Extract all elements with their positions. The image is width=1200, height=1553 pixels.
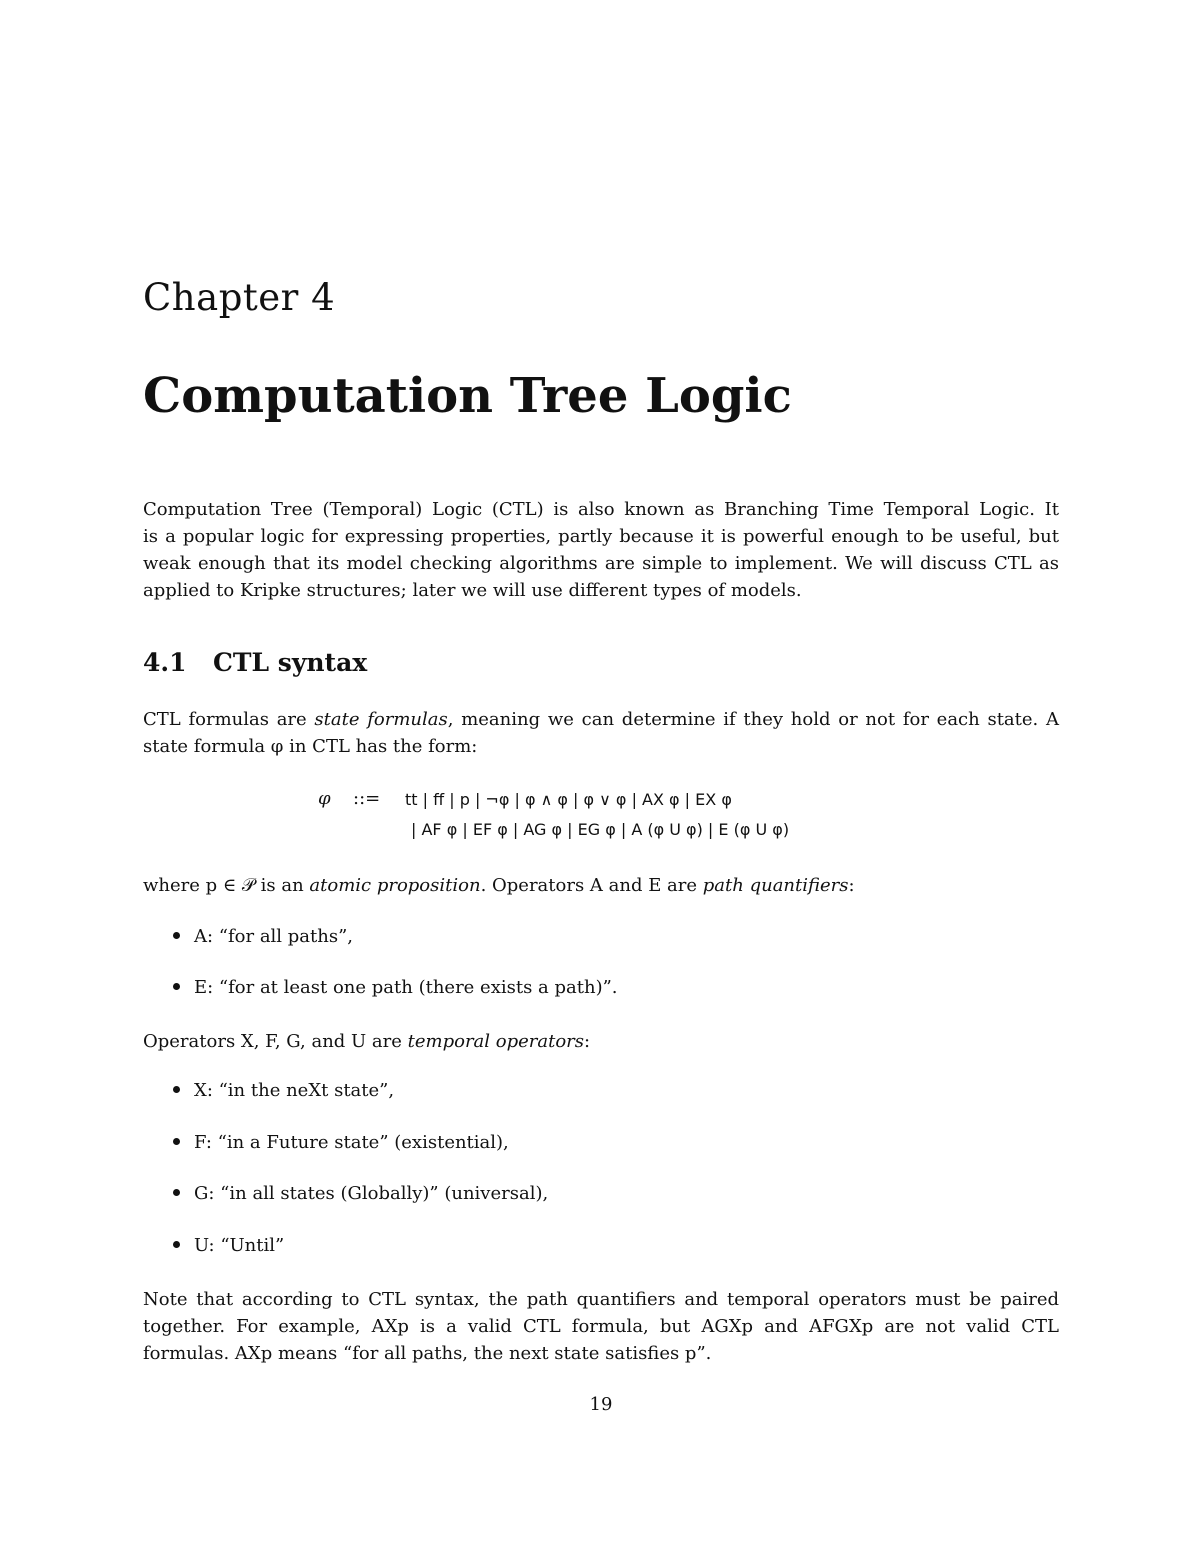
note-line: together. For example, AXp is a valid CTL formula, but AGXp and AFGXp are not valid CTL: [143, 1316, 1059, 1337]
list-item-text: U: “Until”: [194, 1235, 285, 1256]
list-item-text: A: “for all paths”,: [194, 926, 354, 947]
section-heading: [143, 648, 367, 677]
bullet-icon: [173, 1138, 180, 1145]
chapter-title: Computation Tree Logic: [143, 368, 792, 424]
text-span: :: [584, 1031, 591, 1052]
emphasis-state-formulas: state formulas: [314, 709, 448, 730]
emphasis-path-quantifiers: path quantifiers: [702, 875, 849, 896]
intro-line: weak enough that its model checking algorithms are simple to implement. We will discuss CTL as: [143, 553, 1059, 574]
list-item: [173, 977, 618, 998]
bullet-icon: [173, 1189, 180, 1196]
chapter-label: Chapter 4: [143, 276, 336, 319]
grammar-lhs: [318, 788, 331, 809]
intro-paragraph: [143, 496, 1059, 604]
section-number: 4.1: [143, 648, 187, 677]
intro-line: applied to Kripke structures; later we will use different types of models.: [143, 580, 802, 601]
temporal-paragraph: [143, 1028, 1059, 1055]
list-item-text: G: “in all states (Globally)” (universal),: [194, 1183, 549, 1204]
list-item-text: E: “for at least one path (there exists a path)”.: [194, 977, 618, 998]
syntax-line: state formula φ in CTL has the form:: [143, 736, 478, 757]
list-item: [173, 1080, 394, 1101]
bullet-icon: [173, 1086, 180, 1093]
section-title: CTL syntax: [213, 648, 368, 677]
syntax-line: [143, 706, 1059, 733]
text-span: CTL formulas are: [143, 709, 315, 730]
phi-symbol: φ: [318, 788, 331, 809]
syntax-paragraph: [143, 706, 1059, 760]
grammar-def: ::=: [353, 788, 381, 809]
list-item-text: X: “in the neXt state”,: [194, 1080, 395, 1101]
emphasis-atomic-proposition: atomic proposition: [309, 875, 481, 896]
list-item: [173, 1183, 548, 1204]
bullet-icon: [173, 983, 180, 990]
list-item-text: F: “in a Future state” (existential),: [194, 1132, 509, 1153]
where-paragraph: [143, 872, 1059, 899]
grammar-row-2: | AF φ | EF φ | AG φ | EG φ | A (φ U φ) | E (φ U φ): [411, 820, 790, 839]
page-number: 19: [589, 1394, 613, 1415]
list-item: [173, 1132, 509, 1153]
intro-line: is a popular logic for expressing properties, partly because it is powerful enough to be useful, but: [143, 526, 1059, 547]
text-span: where p ∈ 𝒫 is an: [143, 875, 310, 896]
bullet-icon: [173, 932, 180, 939]
text-span: , meaning we can determine if they hold or not for each state. A: [447, 709, 1059, 730]
intro-line: Computation Tree (Temporal) Logic (CTL) is also known as Branching Time Temporal Logic. It: [143, 499, 1059, 520]
list-item: [173, 1235, 284, 1256]
note-line: Note that according to CTL syntax, the path quantifiers and temporal operators must be paired: [143, 1289, 1059, 1310]
text-span: :: [848, 875, 855, 896]
text-span: Operators X, F, G, and U are: [143, 1031, 408, 1052]
list-item: [173, 926, 353, 947]
emphasis-temporal-operators: temporal operators: [407, 1031, 585, 1052]
grammar-row-1: tt | ff | p | ¬φ | φ ∧ φ | φ ∨ φ | AX φ | EX φ: [405, 790, 732, 809]
bullet-icon: [173, 1241, 180, 1248]
note-paragraph: [143, 1286, 1059, 1367]
note-line: formulas. AXp means “for all paths, the next state satisfies p”.: [143, 1343, 712, 1364]
text-span: . Operators A and E are: [480, 875, 703, 896]
